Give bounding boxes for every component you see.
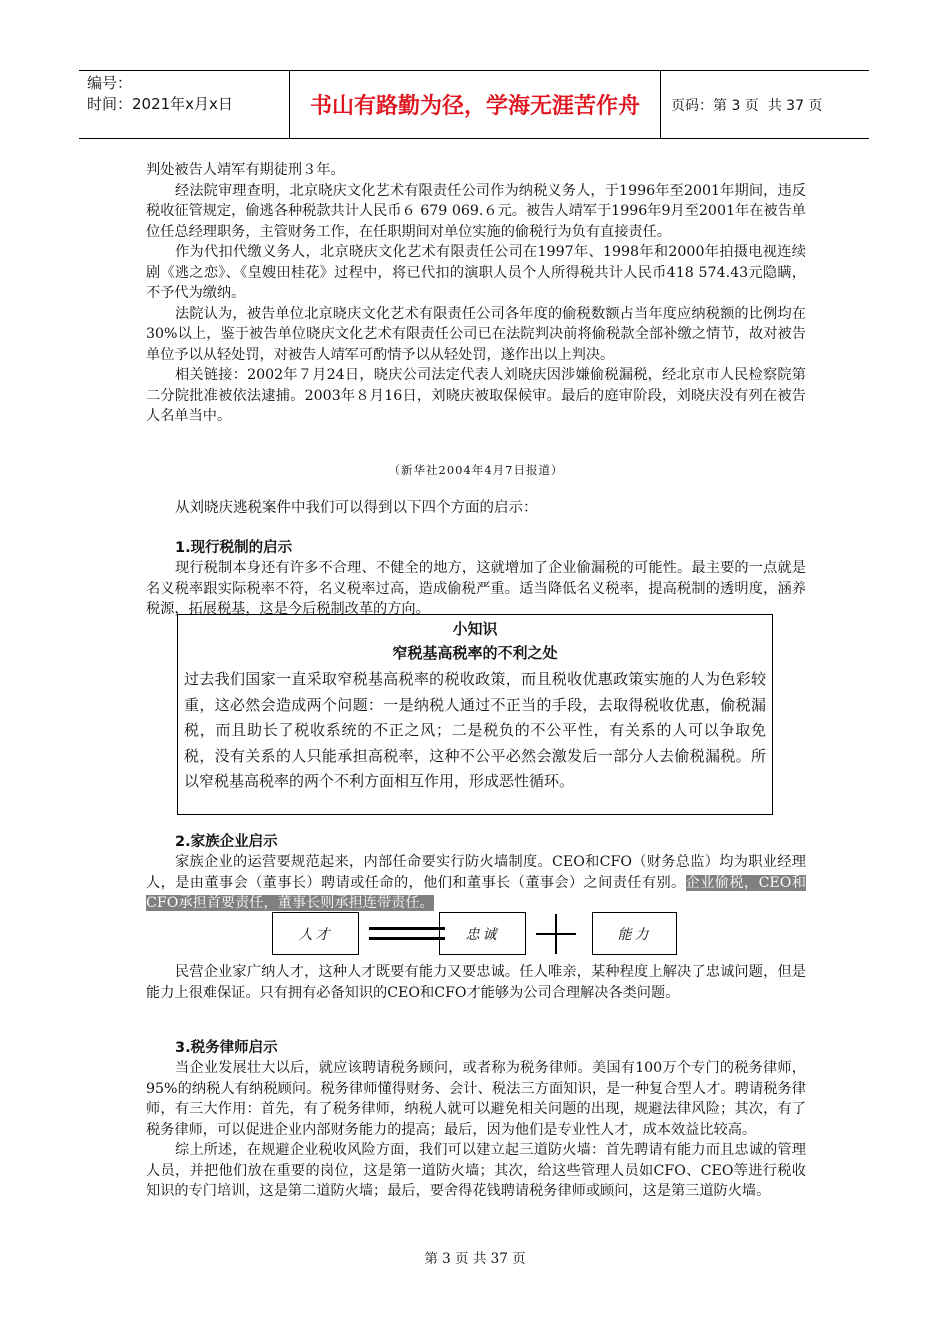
number-label: 编号： <box>87 74 133 92</box>
news-credit-block <box>146 462 806 478</box>
lead-sentence: 从刘晓庆逃税案件中我们可以得到以下四个方面的启示： <box>175 500 538 516</box>
header-meta <box>79 71 290 138</box>
paragraph: 判处被告人靖军有期徒刑３年。 <box>146 162 345 178</box>
diagram-box-talent: 人才 <box>272 912 359 955</box>
page-footer <box>0 1247 950 1267</box>
section-tax-lawyer <box>146 1038 806 1202</box>
plus-sign <box>534 912 578 956</box>
knowledge-title: 小知识 <box>452 620 498 638</box>
knowledge-subtitle: 窄税基高税率的不利之处 <box>392 644 558 662</box>
paragraph: 经法院审理查明，北京晓庆文化艺术有限责任公司作为纳税义务人，于1996年至2001年期间，违反税收征管规定，偷逃各种税款共计人民币６ 679 069.６元。被告人靖军于1996年9月至2001年在被告单位任总经理职务，主管财务工作，在任职期间对单位实施的偷税行为负有直接责任。 <box>146 182 806 240</box>
header-page-label: 页码：第 3 页 共 37 页 <box>671 97 823 114</box>
section-title: 3.税务律师启示 <box>175 1040 278 1056</box>
paragraph: 相关链接：2002年７月24日，晓庆公司法定代表人刘晓庆因涉嫌偷税漏税，经北京市人民检察院第二分院批准被依法逮捕。2003年８月16日，刘晓庆被取保候审。最后的庭审阶段，刘晓庆没有列在被告人名单当中。 <box>146 367 806 424</box>
page-header <box>79 70 869 139</box>
knowledge-box <box>177 614 773 815</box>
section-family-business <box>146 832 806 914</box>
header-page <box>661 71 869 138</box>
diagram-box-loyalty: 忠诚 <box>439 912 526 955</box>
diagram-box-ability: 能力 <box>592 912 677 955</box>
paragraph: 现行税制本身还有许多不合理、不健全的地方，这就增加了企业偷漏税的可能性。最主要的一点就是名义税率跟实际税率不符，名义税率过高，造成偷税严重。适当降低名义税率，提高税制的透明度，涵养税源，拓展税基，这是今后税制改革的方向。 <box>146 560 806 617</box>
highlighted-text: 企业偷税，CEO和CFO承担首要责任，董事长则承担连带责任。 <box>146 874 806 911</box>
paragraph: 作为代扣代缴义务人，北京晓庆文化艺术有限责任公司在1997年、1998年和2000年拍摄电视连续剧《逃之恋》、《皇嫂田桂花》过程中，将已代扣的演职人员个人所得税共计人民币418 574.43元隐瞒，不予代为缴纳。 <box>146 244 806 301</box>
section-title: 1.现行税制的启示 <box>175 540 293 556</box>
paragraph <box>146 852 806 914</box>
news-credit: （新华社2004年4月7日报道） <box>388 463 564 477</box>
paragraph-text: 家族企业的运营要规范起来，内部任命要实行防火墙制度。CEO和CFO（财务总监）均为职业经理人，是由董事会（董事长）聘请或任命的，他们和董事长（董事会）之间责任有别。 <box>146 854 806 891</box>
paragraph: 当企业发展壮大以后，就应该聘请税务顾问，或者称为税务律师。美国有100万个专门的税务律师，95%的纳税人有纳税顾问。税务律师懂得财务、会计、税法三方面知识，是一种复合型人才。聘请税务律师，有三大作用：首先，有了税务律师，纳税人就可以避免相关问题的出现，规避法律风险；其次，有了税务律师，可以促进企业内部财务能力的提高；最后，因为他们是专业性人才，成本效益比较高。 <box>146 1060 806 1138</box>
section-family-after <box>146 962 806 1003</box>
talent-diagram <box>272 912 678 957</box>
header-motto: 书山有路勤为径，学海无涯苦作舟 <box>290 71 661 138</box>
knowledge-body: 过去我们国家一直采取窄税基高税率的税收政策，而且税收优惠政策实施的人为色彩较重，这必然会造成两个问题：一是纳税人通过不正当的手段，去取得税收优惠，偷税漏税，而且助长了税收系统的不正之风；二是税负的不公平性，有关系的人可以争取免税，没有关系的人只能承担高税率，这种不公平必然会激发后一部分人去偷税漏税。所以窄税基高税率的两个不利方面相互作用，形成恶性循环。 <box>184 670 766 790</box>
paragraph: 综上所述，在规避企业税收风险方面，我们可以建立起三道防火墙：首先聘请有能力而且忠诚的管理人员，并把他们放在重要的岗位，这是第一道防火墙；其次，给这些管理人员如CFO、CEO等进行税收知识的专门培训，这是第二道防火墙；最后，要舍得花钱聘请税务律师或顾问，这是第三道防火墙。 <box>146 1142 806 1199</box>
paragraph: 民营企业家广纳人才，这种人才既要有能力又要忠诚。任人唯亲，某种程度上解决了忠诚问题，但是能力上很难保证。只有拥有必备知识的CEO和CFO才能够为公司合理解决各类问题。 <box>146 964 806 1001</box>
section-title: 2.家族企业启示 <box>175 834 278 850</box>
lead-block <box>146 498 806 519</box>
article-top <box>146 160 806 427</box>
section-tax-system <box>146 538 806 620</box>
footer-page-number: 第 3 页 共 37 页 <box>424 1251 526 1267</box>
equals-sign <box>369 920 445 948</box>
date-label: 时间：2021年x月x日 <box>87 95 233 113</box>
paragraph: 法院认为，被告单位北京晓庆文化艺术有限责任公司各年度的偷税数额占当年度应纳税额的比例均在30%以上，鉴于被告单位晓庆文化艺术有限责任公司已在法院判决前将偷税款全部补缴之情节，故对被告单位予以从轻处罚，对被告人靖军可酌情予以从轻处罚，遂作出以上判决。 <box>146 305 806 363</box>
